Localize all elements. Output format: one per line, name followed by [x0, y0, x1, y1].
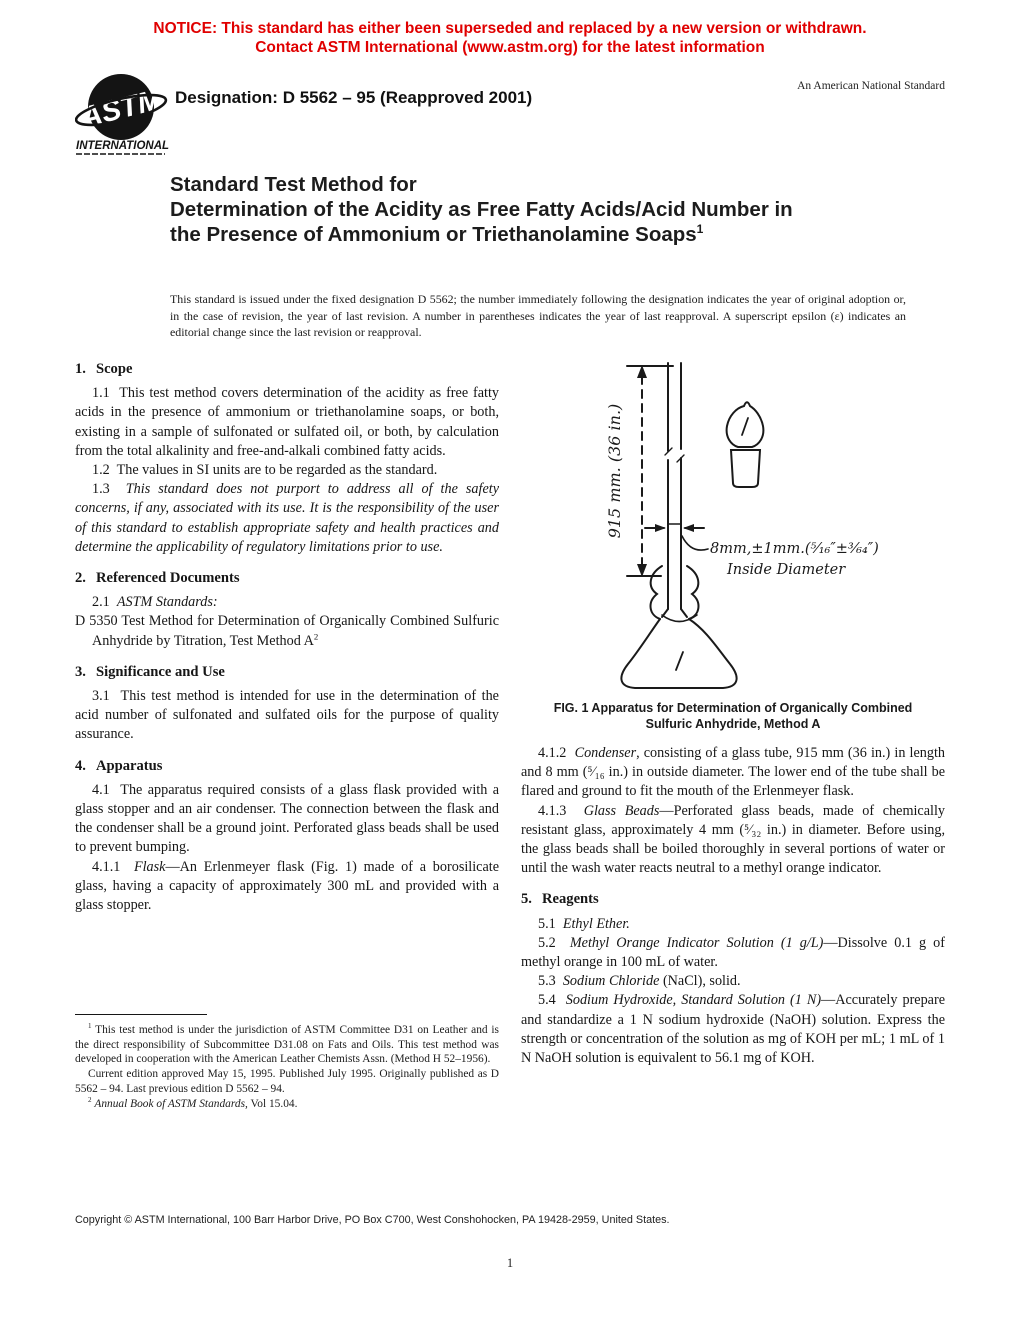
designation — [175, 88, 532, 108]
national-standard-note: An American National Standard — [797, 80, 945, 92]
left-column — [75, 360, 499, 915]
paragraph-5-3: 5.3 Sodium Chloride (NaCl), solid. — [538, 973, 741, 990]
footnote-1-marker: 1 — [88, 1022, 92, 1031]
bore-arrow-right — [655, 524, 666, 532]
bore-label-line-1: 8mm,±1mm.(⁵⁄₁₆″±³⁄₆₄″) — [710, 541, 879, 557]
paragraph-2-1: 2.1 ASTM Standards: — [92, 594, 218, 611]
footnotes — [75, 1014, 499, 1111]
section-heading-referenced-documents: 2. Referenced Documents — [75, 570, 240, 587]
stopper-body — [731, 450, 760, 487]
paragraph-1-3: 1.3 This standard does not purport to address all of the safety concerns, if any, associated with its use. It is the responsibility of the user of this standard to establish appropriate safety and health practices and determine the applicability of regulatory limitations prior to use. — [75, 481, 499, 555]
notice-line-1: NOTICE: This standard has either been superseded and replaced by a new version or withdrawn. — [153, 20, 867, 37]
notice-line-2: Contact ASTM International (www.astm.org) for the latest information — [255, 39, 765, 56]
tube-length-label: 915 mm. (36 in.) — [605, 403, 624, 539]
title-rest: Determination of the Acidity as Free Fatty Acids/Acid Number in the Presence of Ammonium or Triethanolamine Soaps$^1$ — [170, 198, 793, 246]
section-heading-scope: 1. Scope — [75, 361, 133, 377]
paragraph-1-1: 1.1 This test method covers determination of the acidity as free fatty acids in the presence of ammonium or triethanolamine soaps, or both, existing in a sample of sulfonated or sulfated oil, or both, by calculation from the total alkalinity and free-and-alkali combined fatty acids. — [75, 385, 499, 459]
flask-glint — [676, 652, 683, 670]
bore-arrow-left — [683, 524, 694, 532]
document-header — [75, 70, 945, 165]
stopper-glint — [742, 418, 748, 435]
paragraph-4-1-1: 4.1.1 Flask—An Erlenmeyer flask (Fig. 1) made of a borosilicate glass, having a capacity of approximately 300 mL and provided with a glass stopper. — [75, 858, 499, 914]
ground-joint-right — [687, 566, 698, 619]
document-title — [170, 172, 810, 247]
astm-logo-text: ASTM — [77, 83, 166, 135]
paragraph-4-1-2: 4.1.2 Condenser, consisting of a glass tube, 915 mm (36 in.) in length and 8 mm (⁵⁄₁₆ in.) in outside diameter. The lower end of the tube shall be flared and ground to fit the mouth of the Erlenmeyer flask. — [521, 745, 945, 800]
section-heading-reagents: 5. Reagents — [521, 891, 599, 908]
bore-label-line-2: Inside Diameter — [727, 562, 846, 578]
flask-outline — [621, 619, 736, 688]
page-number: 1 — [506, 1256, 514, 1270]
section-heading-apparatus: 4. Apparatus — [75, 757, 163, 774]
ground-joint-left — [651, 566, 662, 619]
footnote-rule — [75, 1014, 207, 1015]
standard-preamble: This standard is issued under the fixed designation D 5562; the number immediately following the designation indicates the year of original adoption or, in the case of revision, the year of last revision. A number in parentheses indicates the year of last reapproval. A superscript epsilon (ε) indicates an editorial change since the last revision or reapproval. — [170, 292, 906, 339]
paragraph-1-2: 1.2 The values in SI units are to be regarded as the standard. — [92, 462, 438, 479]
paragraph-5-4: 5.4 Sodium Hydroxide, Standard Solution (1 N)—Accurately prepare and standardize a 1 N sodium hydroxide (NaOH) solution. Express the strength or concentration of the solution as mg of KOH per mL; 1 mL of 1 N NaOH solution is equivalent to 56.1 mg of KOH. — [521, 992, 945, 1067]
section-heading-significance: 3. Significance and Use — [75, 663, 225, 680]
title-footnote-marker: 1 — [696, 222, 704, 237]
reference-footnote-marker: 2 — [313, 630, 319, 641]
title-line-1: Standard Test Method for — [170, 173, 417, 196]
supersession-notice — [0, 19, 1020, 57]
designation-label: Designation: — [175, 88, 278, 107]
apparatus-diagram — [521, 356, 945, 698]
bore-leader-line — [682, 536, 708, 550]
footnote-2-marker: 2 — [88, 1095, 92, 1104]
designation-value: D 5562 – 95 (Reapproved 2001) — [282, 88, 533, 107]
footnote-edition: Current edition approved May 15, 1995. Published July 1995. Originally published as D 5562 – 94. Last previous edition D 5562 – 94. — [75, 1068, 499, 1095]
figure-1-caption: FIG. 1 Apparatus for Determination of Organically Combined Sulfuric Anhydride, Method A — [553, 701, 913, 731]
footnote-2: $^2$ Annual Book of ASTM Standards, Vol 15.04. — [88, 1095, 298, 1110]
paragraph-4-1: 4.1 The apparatus required consists of a glass flask provided with a glass stopper and an air condenser. The connection between the flask and the condenser shall be a ground joint. Perforated glass beads shall be used to prevent bumping. — [75, 781, 499, 856]
copyright-line: Copyright © ASTM International, 100 Barr Harbor Drive, PO Box C700, West Conshohocken, PA 19428-2959, United States. — [75, 1214, 670, 1226]
reference-entry-d5350: D 5350 Test Method for Determination of Organically Combined Sulfuric Anhydride by Titration, Test Method $A^2$ — [75, 613, 499, 649]
figure-1 — [521, 356, 945, 732]
paragraph-3-1: 3.1 This test method is intended for use in the determination of the acid number of sulfonated and sulfated oils for the purpose of quality assurance. — [75, 688, 499, 743]
right-column — [521, 356, 945, 1068]
tube-flare — [662, 609, 687, 617]
astm-logo-subtext: INTERNATIONAL — [76, 140, 170, 152]
astm-logo — [75, 70, 171, 160]
paragraph-5-1: 5.1 Ethyl Ether. — [538, 915, 630, 932]
footnote-1: $^1$ This test method is under the jurisdiction of ASTM Committee D31 on Leather and is the direct responsibility of Subcommittee D31.08 on Fats and Oils. This test method was developed in cooperation with the American Leather Chemists Assn. (Method H 52–1956). — [75, 1022, 499, 1066]
paragraph-4-1-3: 4.1.3 Glass Beads—Perforated glass beads, made of chemically resistant glass, approximately 4 mm (⁵⁄₃₂ in.) in diameter. Before using, the glass beads shall be boiled thoroughly in several portions of water or until the wash water reacts neutral to a methyl orange indicator. — [521, 802, 946, 877]
paragraph-5-2: 5.2 Methyl Orange Indicator Solution (1 g/L)—Dissolve 0.1 g of methyl orange in 100 mL of water. — [521, 934, 945, 971]
